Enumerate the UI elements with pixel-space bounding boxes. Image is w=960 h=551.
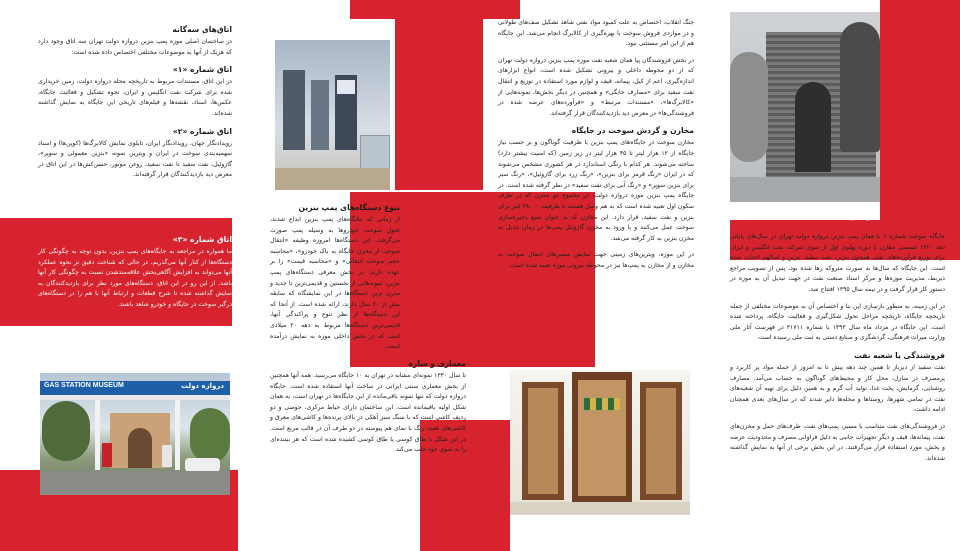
- ground: [40, 471, 230, 495]
- cabinet-right-glass: [646, 388, 676, 494]
- sign-english: GAS STATION MUSEUM: [44, 382, 124, 389]
- text-room-1: در این اتاق، مستندات مربوط به تاریخچه محله دروازه دولت، زمین خریداری شده برای شرکت نفت انگلیس و ایران، نحوه تشکیل و فعالیت جایگاه، عکس‌ها، اسناد، نقشه‌ها و فیلم‌های تاریخی این جایگاه به نمایش گذاشته شده‌اند.: [38, 78, 232, 117]
- text-sales-2: در فروشندگی‌های نفت متناسب با مسیر، پمپ‌های نفت، ظرف‌های حمل و مخزن‌های نفت، پیمانه‌ها، قیف و دیگر تجهیزات جانبی به دلیل فراوانی مصرف و محدودیت عرضه و پخش، مورد استفاده قرار می‌گرفتند. در این بخش برخی از آنها به نمایش گذاشته شده‌اند.: [730, 422, 945, 462]
- photo-gas-station: [40, 373, 230, 495]
- floor: [275, 168, 390, 190]
- pump-red: [102, 443, 112, 467]
- portrait-figure: [840, 22, 880, 152]
- text-room-3: ما همواره در مراجعه به جایگاه‌های پمپ بنزین، بدون توجه به چگونگی کار دستگاه‌ها از کنار آنها می‌گذریم، در حالی که شناخت دقیق تر نحوه عملکرد آنها می‌تواند به افزایش آگاهی‌بخش علاقه‌مندشدن نسبت به چگونگی کار آنها باشد. از این رو در این اتاق، دستگاه‌های مورد نظر برای بازدیدکنندگان به نمایش گذاشته شده تا شرح قطعات و ارتباط آنها با هم را در دستگاه‌های درگیر سوخت در جایگاه و خودرو شاهد باشند.: [38, 248, 232, 308]
- heading-room-1: اتاق شماره «۱»: [172, 65, 232, 75]
- text-tanks: مخازن سوخت در جایگاه‌های پمپ بنزین با ظرفیت گوناگون و بر حسب نیاز جایگاه از ۱۲ هزار لیتر تا ۴۵ هزار لیتر در زیر زمین (که امنیت بیشتر دارد) ساخته می‌شوند. هر کدام با رنگی استاندارد در هر کشوری مشخص می‌شوند که در ایران «رنگ قرمز برای بنزین»، «رنگ زرد برای گازوئیل»، «رنگ سبز برای بنزین سوپر» و «رنگ آبی برای نفت سفید» در نظر گرفته شده است. در جایگاه پمپ بنزین موزه دروازه دولت، در مجموع دو مخزن که در طرف سکون اول تعبیه شده است که به هم وصل هستند با ظرفیت ۲۸۰۰۰ لیتر برای بنزین و نفت سفید، قرار دارد. این مخازن که به عنوان منبع ذخیره‌سازی سوخت عمل می‌کنند و با ورود به مخزن گازوئیل پمپ‌ها در زمان تبدیل به مخزن بنزین به کار گرفته می‌شد.: [498, 139, 695, 242]
- screen: [337, 80, 355, 94]
- machine-2: [311, 80, 329, 150]
- tree-left: [42, 401, 90, 461]
- car: [185, 458, 220, 472]
- text-rooms: در ساختمان اصلی موزه پمپ بنزین دروازه دولت تهران سه اتاق وجود دارد که هریک از آنها به موضوعات مختلفی اختصاص داده شده است:: [38, 38, 232, 56]
- text-history: جایگاه سوخت شماره ۶ یا همان پمپ بنزین دروازه دولت تهران در سال‌های پایانی دهه ۱۳۲۰ شمسی مقارن با دوره پهلوی اول از سوی شرکت نفت انگلیس و ایران برای توزیع فرآورده‌های نفتی همچون بنزین، نفت سفید، بنزین و امثالهم احداث شده است. این جایگاه که سال‌ها به صورت متروکه رها شده بود، پس از تصویب مراجع ذیربط، مدیریت موزه‌ها و مرکز اسناد صنعت نفت در جهت تبدیل آن به موزه در دستور کار قرار گرفت و در نیمه سال ۱۳۹۵ افتتاح شد.: [730, 233, 946, 293]
- pillar-left: [95, 400, 100, 470]
- text-war-period: جنگ انقلاب، اختصاص به علت کمبود مواد نفتی شاهد تشکیل صف‌های طولانی و در مواردی فروش سوخت با بهره‌گیری از کالابرگ انجام می‌شد. این جایگاه هم از این امر مستثنی نبود.: [498, 19, 694, 48]
- panel-architecture: [270, 358, 466, 462]
- panel-pump-types: [270, 202, 400, 359]
- panel-history-text: [730, 232, 945, 470]
- machine-1: [283, 70, 305, 150]
- cabinet-left-glass: [528, 388, 558, 494]
- canopy-edge: [40, 395, 230, 400]
- panel-intro: [498, 18, 694, 277]
- floor-shadow: [510, 502, 690, 515]
- heading-room-3: اتاق شماره «۳»: [172, 235, 232, 244]
- text-history-2: در این زمینه، به منظور بازسازی این بنا و اختصاص آن به موضوعات مختلفی از جمله تاریخچه جایگاه، تاریخچه مراحل تحول شکل‌گیری و فعالیت جایگاه، پرداخته شده است. این جایگاه در مرداد ماه سال ۱۳۹۳ با شماره ۳۱۷۱۱ در فهرست آثار ملی وزارت میراث فرهنگی، گردشگری و صنایع دستی به ثبت ملی رسیده است.: [730, 302, 945, 342]
- tree-silhouette: [730, 52, 768, 162]
- panel-room-3: [38, 234, 232, 317]
- heading-sales: فروشندگی یا شعبه نفت: [854, 350, 945, 360]
- heading-rooms: اتاق‌های سه‌گانه: [172, 25, 232, 34]
- sign-persian: دروازه دولت: [181, 382, 224, 390]
- panel-rooms: [38, 24, 232, 187]
- text-sales: نفت سفید از دیرباز تا همین چند دهه پیش تا به امروز از جمله مواد پر کاربرد و پرمصرف در منازل، محل کار و محیط‌های گوناگون به حساب می‌آمد. مصارف روشنایی، گرمایش، پخت غذا، تولید آب گرم و به همین دلیل برای تهیه آن شعبه‌های نفت در تمامی شهرها، روستاها و محله‌ها دایر شدند که در سال‌های بعدی همچنان ادامه داشت.: [730, 363, 945, 414]
- text-pump-types: از زمانی که جایگاه‌های پمپ بنزین ابداع شدند، تحول سوخت خودروها به وسیله پمپ صورت می‌گرفت. این دستگاه‌ها امروزه وظیفه «انتقال سوخت از مخزن جایگاه به باک خودرو»، «محاسبه حجم سوخت انتقالی» و «محاسبه قیمت» را بر عهده دارند. در بخش معرفی دستگاه‌های پمپ بنزین، نمونه‌هایی از نخستین و قدیمی‌ترین تا جدید و مدرن ترین دستگاه‌ها در این نمایشگاه که سابقه بیش از ۶۰ سال دارند، ارائه شده است. از آنجا که این دستگاه‌ها از نظر تنوع و پراکندگی آنها، قدیمی‌ترین دستگاه‌ها مربوط به دهه ۲۰ میلادی است که در بخش داخلی موزه به نمایش درآمده است.: [270, 216, 400, 351]
- pump-white: [162, 445, 172, 467]
- text-architecture: تا سال ۱۳۳۰ نمونه‌ای مشابه در تهران به ۱۰ جایگاه می‌رسید. همه آنها همچنین از بخش معماری سنتی ایرانی در ساخت آنها استفاده شده است. جایگاه دروازه دولت که تنها نمونه باقی‌مانده از این جایگاه‌ها در تهران است، به همان شکل اولیه باقیمانده است. این ساختمان دارای حیاط مرکزی، حوضی و دو ردیف کاشی است که با سنگ سبز آهکی در بالای پرنده‌ها و کاشی‌های معرق و کاشی‌های هفت رنگ با نمای هم پیوسته در دو طرف آن در قالب مربع است. در این شکل با طاق کوسی یا طاق کوسی کشیده شده است که هر بیننده‌ای را به سوی خود جلب می‌کند.: [270, 372, 466, 454]
- panel-history: [730, 210, 880, 223]
- red-band-mid: [395, 0, 483, 190]
- arch-door: [795, 82, 831, 172]
- pillar-right: [175, 400, 180, 470]
- photo-pump-machines: [275, 40, 390, 190]
- photo-historic-building: [730, 12, 880, 202]
- bottles: [584, 398, 620, 410]
- pavement: [730, 177, 880, 202]
- text-exhibition: در بخش فروشندگان پیا همان شعبه نفت موزه پمپ بنزین دروازه دولت تهران که از دو محوطه داخلی و بیرونی تشکیل شده است، انواع ابزارهای اندازه‌گیری، اعم از کیل، پیمانه، قیف و لوازم مورد استفاده در توزیع و انتقال نفت سفید برای «مصارف خانگی» و همچنین در دیگر بخش‌ها، نمونه‌هایی از «کالابرگ‌ها»، «مستندات مرتبط» و «فرآورده‌های عرضه شده در فروشندگی‌ها» در معرض دید بازدیدکنندگان قرار گرفته‌اند.: [498, 56, 694, 117]
- red-stripe-right: [880, 0, 960, 235]
- heading-room-2: اتاق شماره «۲»: [172, 126, 232, 136]
- heading-tanks: مخازن و گردش سوخت در جایگاه: [571, 126, 694, 136]
- heading-history: تاریخچه: [842, 210, 880, 221]
- tree-right: [190, 408, 230, 463]
- text-room-2: رویدادنگار جهان، رویدادنگار ایران، تابلوی نمایش کالابرگ‌ها (کوپن‌ها) و اسناد سهمیه‌بندی سوخت در ایران و ویترین نمونه «بنزین معمولی و سوپر»، گازوئیل، نفت سفید تا نفت سفید، روغن موتور، حسن‌کش‌ها در این اتاق در معرض دید بازدیدکنندگان قرار گرفته‌اند.: [38, 139, 232, 179]
- photo-display-cabinet: [510, 370, 690, 515]
- heading-pump-types: تنوع دستگاه‌های پمپ بنزین: [298, 203, 400, 212]
- building-arch: [128, 428, 152, 468]
- heading-architecture: معماری و سازه: [408, 359, 466, 368]
- text-tanks-2: در این موزه، ویترین‌های زمینی جهت نمایش مسیرهای انتقال سوخت به مخازن و از مخازن به پمپ‌ها نیز در محوطه بیرونی موزه تعبیه شده است.: [498, 251, 694, 269]
